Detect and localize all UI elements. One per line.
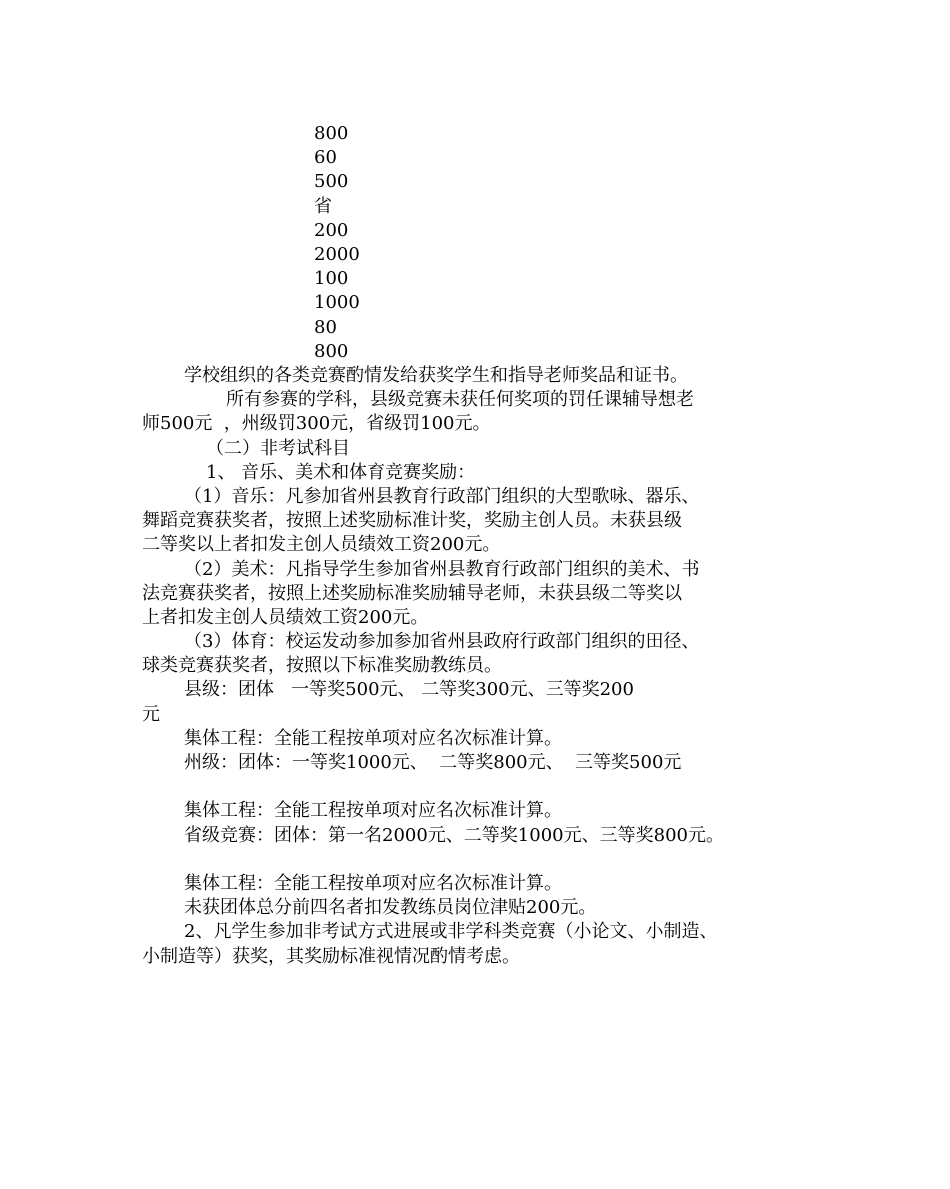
number-item: 800 [314,340,349,362]
blank-line [142,848,822,872]
text-line: （2）美术：凡指导学生参加省州县教育行政部门组织的美术、书 [184,558,700,580]
text-line: 2、凡学生参加非考试方式进展或非学科类竞赛（小论文、小制造、 [184,921,718,943]
text-line: （3）体育：校运发动参加参加省州县政府行政部门组织的田径、 [184,631,700,653]
number-item: 1000 [314,292,360,314]
text-line: 二等奖以上者扣发主创人员绩效工资200元。 [142,534,501,556]
blank-line [142,775,822,799]
text-line: 小制造等）获奖，其奖励标准视情况酌情考虑。 [142,945,520,967]
text-line: 州级：团体：一等奖1000元、 二等奖800元、 三等奖500元 [184,752,682,773]
body-text [142,364,822,969]
number-item: 省 [314,195,332,217]
text-line: （1）音乐：凡参加省州县教育行政部门组织的大型歌咏、器乐、 [184,485,700,507]
text-line: 上者扣发主创人员绩效工资200元。 [142,606,429,628]
text-line: 未获团体总分前四名者扣发教练员岗位津贴200元。 [184,897,597,919]
number-item: 2000 [314,243,360,265]
text-line: 学校组织的各类竞赛酌情发给获奖学生和指导老师奖品和证书。 [184,365,688,386]
number-column [314,122,360,364]
text-line: 球类竞赛获奖者，按照以下标准奖励教练员。 [142,655,502,677]
text-line: 1、 音乐、美术和体育竞赛奖励： [206,461,476,483]
text-line: （二）非考试科目 [206,437,350,459]
number-item: 60 [314,147,337,169]
text-line: 集体工程：全能工程按单项对应名次标准计算。 [184,872,562,894]
number-item: 100 [314,268,349,290]
text-line: 舞蹈竞赛获奖者，按照上述奖励标准计奖，奖励主创人员。未获县级 [142,510,682,532]
text-line: 集体工程：全能工程按单项对应名次标准计算。 [184,727,562,749]
text-line: 师500元 ，州级罚300元，省级罚100元。 [142,413,491,435]
text-line: 省级竞赛：团体：第一名2000元、二等奖1000元、三等奖800元。 [184,824,724,846]
text-line: 所有参赛的学科，县级竞赛未获任何奖项的罚任课辅导想老 [226,389,694,411]
text-line: 元 [142,703,160,725]
number-item: 800 [314,123,349,144]
text-line: 县级：团体 一等奖500元、 二等奖300元、三等奖200 [184,679,634,701]
text-line: 集体工程：全能工程按单项对应名次标准计算。 [184,800,562,822]
number-item: 200 [314,219,349,241]
number-item: 80 [314,316,337,338]
number-item: 500 [314,171,349,193]
text-line: 法竞赛获奖者，按照上述奖励标准奖励辅导老师，未获县级二等奖以 [142,582,682,604]
